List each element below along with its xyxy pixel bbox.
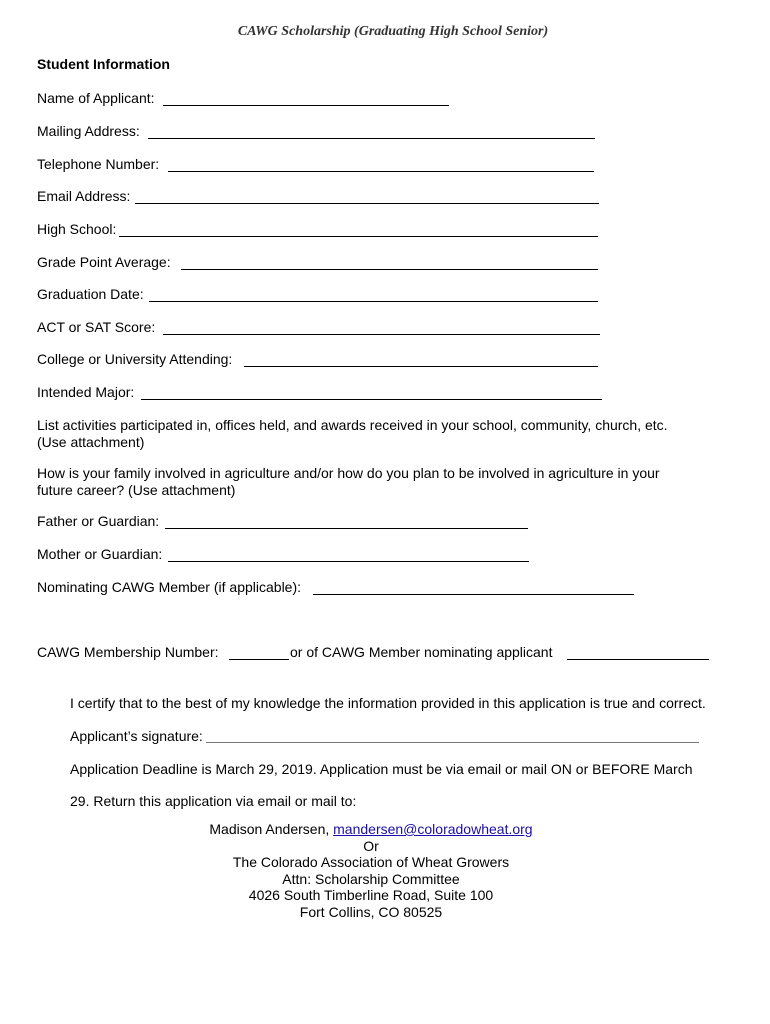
signature-input-line[interactable] xyxy=(206,742,699,743)
graduation-date-field xyxy=(37,286,144,302)
contact-attention: Attn: Scholarship Committee xyxy=(282,870,460,887)
high-school-field xyxy=(37,221,116,237)
father-guardian-input-line[interactable] xyxy=(165,528,528,529)
field-label: ACT or SAT Score: xyxy=(37,319,156,335)
contact-street: 4026 South Timberline Road, Suite 100 xyxy=(248,887,494,903)
major-input-line[interactable] xyxy=(141,399,602,400)
college-field xyxy=(37,351,232,367)
contact-email-link[interactable]: mandersen@coloradowheat.org xyxy=(333,821,533,837)
college-input-line[interactable] xyxy=(244,366,598,367)
field-label: Nominating CAWG Member (if applicable): xyxy=(37,579,302,595)
mailing-address-input-line[interactable] xyxy=(148,138,595,139)
field-label: High School: xyxy=(37,221,117,237)
act-sat-input-line[interactable] xyxy=(163,334,600,335)
field-label: Applicant’s signature: xyxy=(70,728,203,744)
deadline-line-1: Application Deadline is March 29, 2019. Application must be via email or mail ON or BEFORE March xyxy=(70,761,693,777)
nominating-member-input-line[interactable] xyxy=(313,594,634,595)
gpa-input-line[interactable] xyxy=(181,269,598,270)
telephone-input-line[interactable] xyxy=(168,171,594,172)
nominating-member-name-input-line[interactable] xyxy=(567,659,709,660)
applicant-name-field xyxy=(37,90,155,106)
field-label: Father or Guardian: xyxy=(37,513,160,529)
form-title: CAWG Scholarship (Graduating High School Senior) xyxy=(237,24,549,39)
field-label: Name of Applicant: xyxy=(37,90,155,106)
certification-statement: I certify that to the best of my knowledge the information provided in this application is true and correct. xyxy=(70,695,706,711)
contact-city: Fort Collins, CO 80525 xyxy=(299,903,443,920)
field-label: College or University Attending: xyxy=(37,351,233,367)
applicant-name-input-line[interactable] xyxy=(163,105,449,106)
section-heading: Student Information xyxy=(37,56,170,72)
high-school-input-line[interactable] xyxy=(119,236,598,237)
activities-instructions: List activities participated in, offices held, and awards received in your school, community, church, etc. (Use attachment) xyxy=(37,417,668,450)
act-sat-field xyxy=(37,319,155,335)
major-field xyxy=(37,384,134,400)
email-input-line[interactable] xyxy=(135,203,599,204)
field-label: Intended Major: xyxy=(37,384,135,400)
field-label: Mailing Address: xyxy=(37,123,140,139)
field-label: CAWG Membership Number: xyxy=(37,644,219,660)
field-label: Email Address: xyxy=(37,188,131,204)
field-label: Grade Point Average: xyxy=(37,254,171,270)
contact-organization: The Colorado Association of Wheat Growers xyxy=(232,854,510,870)
graduation-date-input-line[interactable] xyxy=(149,301,598,302)
nominating-member-field xyxy=(37,579,301,595)
signature-field xyxy=(70,728,203,744)
father-guardian-field xyxy=(37,513,159,529)
gpa-field xyxy=(37,254,171,270)
mother-guardian-field xyxy=(37,546,162,562)
contact-name: Madison Andersen, xyxy=(209,821,330,837)
field-label: Graduation Date: xyxy=(37,286,144,302)
contact-name-line xyxy=(0,821,742,838)
mother-guardian-input-line[interactable] xyxy=(168,561,529,562)
contact-or: Or xyxy=(363,837,379,854)
deadline-line-2: 29. Return this application via email or mail to: xyxy=(70,793,357,809)
mailing-address-field xyxy=(37,123,140,139)
membership-number-input-line[interactable] xyxy=(229,659,289,660)
agriculture-instructions: How is your family involved in agriculture and/or how do you plan to be involved in agriculture in your future career? (Use attachment) xyxy=(37,465,660,498)
membership-number-field xyxy=(37,644,553,660)
telephone-field xyxy=(37,156,159,172)
field-label: Telephone Number: xyxy=(37,156,160,172)
field-label: Mother or Guardian: xyxy=(37,546,163,562)
email-field xyxy=(37,188,130,204)
mailing-address-block xyxy=(0,821,742,920)
membership-or-label: or of CAWG Member nominating applicant xyxy=(290,644,553,660)
